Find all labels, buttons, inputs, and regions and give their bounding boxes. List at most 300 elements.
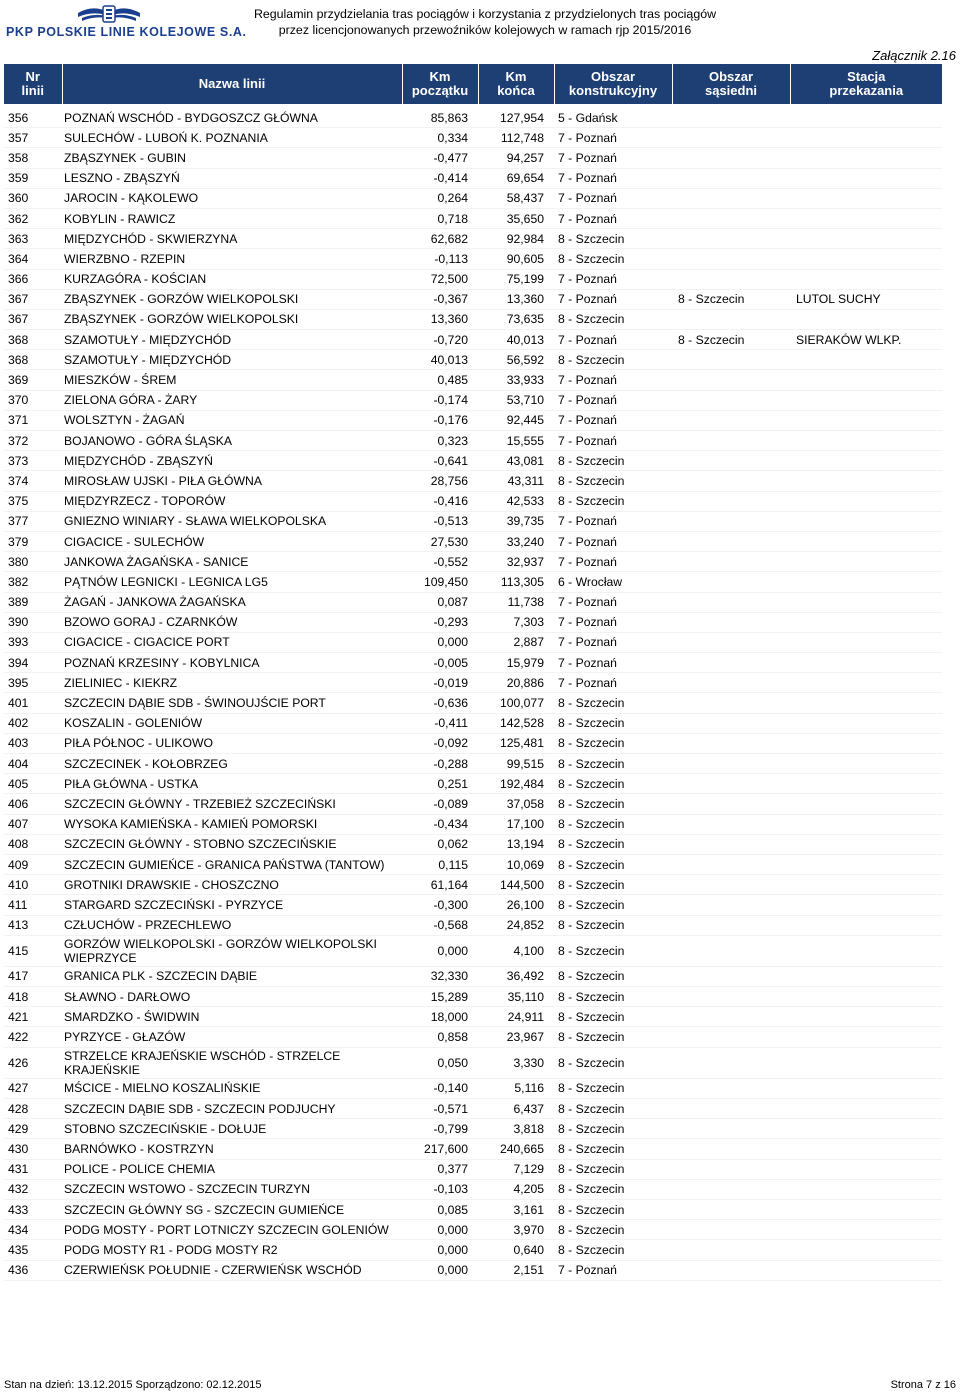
neighbor-area-cell xyxy=(672,1260,790,1280)
handover-station-cell: SIERAKÓW WLKP. xyxy=(790,330,942,350)
line-name-cell: POZNAŃ WSCHÓD - BYDGOSZCZ GŁÓWNA xyxy=(62,104,402,128)
km-end-cell: 5,116 xyxy=(478,1078,554,1098)
neighbor-area-cell xyxy=(672,531,790,551)
line-number-cell: 369 xyxy=(4,370,62,390)
neighbor-area-cell xyxy=(672,208,790,228)
km-end-cell: 4,100 xyxy=(478,935,554,966)
construction-area-cell: 8 - Szczecin xyxy=(554,693,672,713)
neighbor-area-cell xyxy=(672,673,790,693)
line-number-cell: 411 xyxy=(4,895,62,915)
table-row xyxy=(4,431,942,451)
line-name-cell: PODG MOSTY R1 - PODG MOSTY R2 xyxy=(62,1240,402,1260)
km-start-cell: -0,103 xyxy=(402,1179,478,1199)
table-row xyxy=(4,370,942,390)
construction-area-cell: 8 - Szczecin xyxy=(554,1240,672,1260)
neighbor-area-cell xyxy=(672,410,790,430)
line-number-cell: 362 xyxy=(4,208,62,228)
line-name-cell: ZIELINIEC - KIEKRZ xyxy=(62,673,402,693)
km-start-cell: 0,251 xyxy=(402,774,478,794)
line-name-cell: POZNAŃ KRZESINY - KOBYLNICA xyxy=(62,653,402,673)
km-end-cell: 6,437 xyxy=(478,1099,554,1119)
line-number-cell: 427 xyxy=(4,1078,62,1098)
neighbor-area-cell xyxy=(672,1139,790,1159)
construction-area-cell: 8 - Szczecin xyxy=(554,471,672,491)
line-name-cell: BARNÓWKO - KOSTRZYN xyxy=(62,1139,402,1159)
km-start-cell: -0,720 xyxy=(402,330,478,350)
km-start-cell: 27,530 xyxy=(402,531,478,551)
table-row xyxy=(4,1159,942,1179)
neighbor-area-cell xyxy=(672,104,790,128)
km-start-cell: -0,367 xyxy=(402,289,478,309)
table-row xyxy=(4,733,942,753)
construction-area-cell: 8 - Szczecin xyxy=(554,1078,672,1098)
line-number-cell: 436 xyxy=(4,1260,62,1280)
table-row xyxy=(4,269,942,289)
line-name-cell: GORZÓW WIELKOPOLSKI - GORZÓW WIELKOPOLSKI WIEPRZYCE xyxy=(62,935,402,966)
line-name-cell: KURZAGÓRA - KOŚCIAN xyxy=(62,269,402,289)
construction-area-cell: 6 - Wrocław xyxy=(554,572,672,592)
km-end-cell: 15,979 xyxy=(478,653,554,673)
line-name-cell: WIERZBNO - RZEPIN xyxy=(62,249,402,269)
km-end-cell: 92,984 xyxy=(478,229,554,249)
line-number-cell: 410 xyxy=(4,875,62,895)
km-start-cell: 0,000 xyxy=(402,632,478,652)
line-number-cell: 435 xyxy=(4,1240,62,1260)
document-title xyxy=(250,6,720,38)
table-row xyxy=(4,895,942,915)
table-row xyxy=(4,1240,942,1260)
table-row xyxy=(4,673,942,693)
header-line-1: Km xyxy=(505,69,527,84)
km-start-cell: 61,164 xyxy=(402,875,478,895)
table-row xyxy=(4,330,942,350)
footer-date: Stan na dzień: 13.12.2015 Sporządzono: 02.12.2015 xyxy=(4,1379,262,1391)
neighbor-area-cell xyxy=(672,1220,790,1240)
handover-station-cell xyxy=(790,309,942,329)
km-end-cell: 90,605 xyxy=(478,249,554,269)
handover-station-cell xyxy=(790,653,942,673)
km-end-cell: 53,710 xyxy=(478,390,554,410)
line-number-cell: 418 xyxy=(4,987,62,1007)
table-row xyxy=(4,834,942,854)
km-end-cell: 33,240 xyxy=(478,531,554,551)
line-name-cell: SULECHÓW - LUBOŃ K. POZNANIA xyxy=(62,128,402,148)
line-number-cell: 359 xyxy=(4,168,62,188)
table-row xyxy=(4,875,942,895)
handover-station-cell xyxy=(790,592,942,612)
neighbor-area-cell xyxy=(672,1099,790,1119)
page-header xyxy=(0,0,960,63)
construction-area-cell: 8 - Szczecin xyxy=(554,774,672,794)
line-name-cell: SZCZECIN GŁÓWNY SG - SZCZECIN GUMIEŃCE xyxy=(62,1199,402,1219)
line-number-cell: 417 xyxy=(4,966,62,986)
km-end-cell: 13,194 xyxy=(478,834,554,854)
handover-station-cell xyxy=(790,350,942,370)
handover-station-cell xyxy=(790,1179,942,1199)
km-end-cell: 3,161 xyxy=(478,1199,554,1219)
table-row xyxy=(4,1260,942,1280)
neighbor-area-cell xyxy=(672,875,790,895)
neighbor-area-cell xyxy=(672,1027,790,1047)
km-end-cell: 113,305 xyxy=(478,572,554,592)
handover-station-cell xyxy=(790,987,942,1007)
line-name-cell: PIŁA PÓŁNOC - ULIKOWO xyxy=(62,733,402,753)
line-name-cell: KOSZALIN - GOLENIÓW xyxy=(62,713,402,733)
construction-area-cell: 7 - Poznań xyxy=(554,653,672,673)
km-end-cell: 127,954 xyxy=(478,104,554,128)
line-name-cell: SZCZECIN DĄBIE SDB - SZCZECIN PODJUCHY xyxy=(62,1099,402,1119)
km-end-cell: 24,852 xyxy=(478,915,554,935)
col-nazwa-linii-header xyxy=(62,64,402,104)
line-name-cell: CIGACICE - SULECHÓW xyxy=(62,531,402,551)
handover-station-cell xyxy=(790,269,942,289)
line-name-cell: ŻAGAŃ - JANKOWA ŻAGAŃSKA xyxy=(62,592,402,612)
line-name-cell: ZIELONA GÓRA - ŻARY xyxy=(62,390,402,410)
construction-area-cell: 7 - Poznań xyxy=(554,370,672,390)
table-row xyxy=(4,148,942,168)
line-name-cell: MIĘDZYCHÓD - SKWIERZYNA xyxy=(62,229,402,249)
km-start-cell: -0,513 xyxy=(402,511,478,531)
km-start-cell: -0,636 xyxy=(402,693,478,713)
km-start-cell: 0,718 xyxy=(402,208,478,228)
construction-area-cell: 8 - Szczecin xyxy=(554,1007,672,1027)
line-name-cell: JANKOWA ŻAGAŃSKA - SANICE xyxy=(62,552,402,572)
line-name-cell: STRZELCE KRAJEŃSKIE WSCHÓD - STRZELCE KRAJEŃSKIE xyxy=(62,1047,402,1078)
km-end-cell: 10,069 xyxy=(478,854,554,874)
km-end-cell: 144,500 xyxy=(478,875,554,895)
neighbor-area-cell xyxy=(672,733,790,753)
km-start-cell: -0,019 xyxy=(402,673,478,693)
line-number-cell: 367 xyxy=(4,309,62,329)
line-name-cell: JAROCIN - KĄKOLEWO xyxy=(62,188,402,208)
construction-area-cell: 8 - Szczecin xyxy=(554,1099,672,1119)
table-row xyxy=(4,511,942,531)
table-row xyxy=(4,249,942,269)
col-km-konca-header xyxy=(478,64,554,104)
neighbor-area-cell xyxy=(672,229,790,249)
table-row xyxy=(4,1139,942,1159)
handover-station-cell xyxy=(790,733,942,753)
table-row xyxy=(4,1099,942,1119)
neighbor-area-cell xyxy=(672,653,790,673)
construction-area-cell: 8 - Szczecin xyxy=(554,875,672,895)
neighbor-area-cell xyxy=(672,754,790,774)
neighbor-area-cell: 8 - Szczecin xyxy=(672,289,790,309)
km-end-cell: 35,650 xyxy=(478,208,554,228)
neighbor-area-cell xyxy=(672,572,790,592)
handover-station-cell xyxy=(790,1260,942,1280)
handover-station-cell xyxy=(790,693,942,713)
construction-area-cell: 7 - Poznań xyxy=(554,269,672,289)
km-start-cell: 18,000 xyxy=(402,1007,478,1027)
construction-area-cell: 8 - Szczecin xyxy=(554,754,672,774)
km-start-cell: 72,500 xyxy=(402,269,478,289)
km-start-cell: -0,552 xyxy=(402,552,478,572)
construction-area-cell: 8 - Szczecin xyxy=(554,249,672,269)
table-row xyxy=(4,1199,942,1219)
pkp-logo xyxy=(4,3,247,43)
line-number-cell: 373 xyxy=(4,451,62,471)
table-row xyxy=(4,794,942,814)
construction-area-cell: 7 - Poznań xyxy=(554,289,672,309)
km-end-cell: 36,492 xyxy=(478,966,554,986)
line-number-cell: 389 xyxy=(4,592,62,612)
line-number-cell: 368 xyxy=(4,350,62,370)
km-end-cell: 26,100 xyxy=(478,895,554,915)
neighbor-area-cell xyxy=(672,431,790,451)
handover-station-cell xyxy=(790,531,942,551)
km-start-cell: 0,050 xyxy=(402,1047,478,1078)
table-row xyxy=(4,935,942,966)
construction-area-cell: 7 - Poznań xyxy=(554,208,672,228)
neighbor-area-cell xyxy=(672,370,790,390)
handover-station-cell xyxy=(790,128,942,148)
handover-station-cell xyxy=(790,552,942,572)
neighbor-area-cell xyxy=(672,390,790,410)
line-number-cell: 358 xyxy=(4,148,62,168)
line-name-cell: SZCZECIN WSTOWO - SZCZECIN TURZYN xyxy=(62,1179,402,1199)
km-start-cell: 85,863 xyxy=(402,104,478,128)
table-row xyxy=(4,552,942,572)
neighbor-area-cell xyxy=(672,451,790,471)
neighbor-area-cell xyxy=(672,1199,790,1219)
line-number-cell: 367 xyxy=(4,289,62,309)
table-row xyxy=(4,854,942,874)
col-nr-linii-header xyxy=(4,64,62,104)
km-end-cell: 37,058 xyxy=(478,794,554,814)
table-header-row xyxy=(4,64,942,104)
handover-station-cell xyxy=(790,854,942,874)
km-end-cell: 56,592 xyxy=(478,350,554,370)
construction-area-cell: 8 - Szczecin xyxy=(554,1047,672,1078)
construction-area-cell: 7 - Poznań xyxy=(554,390,672,410)
line-name-cell: SŁAWNO - DARŁOWO xyxy=(62,987,402,1007)
handover-station-cell xyxy=(790,1119,942,1139)
line-name-cell: SZCZECIN GUMIEŃCE - GRANICA PAŃSTWA (TANTOW) xyxy=(62,854,402,874)
km-start-cell: -0,140 xyxy=(402,1078,478,1098)
handover-station-cell xyxy=(790,188,942,208)
neighbor-area-cell xyxy=(672,148,790,168)
km-start-cell: 0,334 xyxy=(402,128,478,148)
header-line-1: Nazwa linii xyxy=(198,76,266,91)
line-name-cell: CZERWIEŃSK POŁUDNIE - CZERWIEŃSK WSCHÓD xyxy=(62,1260,402,1280)
table-row xyxy=(4,1027,942,1047)
km-start-cell: 109,450 xyxy=(402,572,478,592)
lines-table xyxy=(4,64,942,1281)
header-line-1: Km xyxy=(429,69,451,84)
neighbor-area-cell: 8 - Szczecin xyxy=(672,330,790,350)
km-start-cell: -0,288 xyxy=(402,754,478,774)
handover-station-cell xyxy=(790,1139,942,1159)
neighbor-area-cell xyxy=(672,1179,790,1199)
line-name-cell: MIROSŁAW UJSKI - PIŁA GŁÓWNA xyxy=(62,471,402,491)
construction-area-cell: 7 - Poznań xyxy=(554,148,672,168)
neighbor-area-cell xyxy=(672,269,790,289)
neighbor-area-cell xyxy=(672,1240,790,1260)
neighbor-area-cell xyxy=(672,713,790,733)
construction-area-cell: 8 - Szczecin xyxy=(554,350,672,370)
handover-station-cell xyxy=(790,774,942,794)
header-line-1: Stacja xyxy=(847,69,886,84)
km-end-cell: 69,654 xyxy=(478,168,554,188)
construction-area-cell: 7 - Poznań xyxy=(554,410,672,430)
pkp-winged-emblem-icon xyxy=(76,3,142,25)
handover-station-cell xyxy=(790,370,942,390)
neighbor-area-cell xyxy=(672,774,790,794)
header-line-2: początku xyxy=(411,83,469,98)
line-number-cell: 364 xyxy=(4,249,62,269)
table-row xyxy=(4,229,942,249)
km-end-cell: 35,110 xyxy=(478,987,554,1007)
handover-station-cell xyxy=(790,104,942,128)
km-end-cell: 75,199 xyxy=(478,269,554,289)
construction-area-cell: 8 - Szczecin xyxy=(554,491,672,511)
handover-station-cell xyxy=(790,410,942,430)
line-number-cell: 431 xyxy=(4,1159,62,1179)
table-row xyxy=(4,572,942,592)
handover-station-cell xyxy=(790,1240,942,1260)
line-name-cell: KOBYLIN - RAWICZ xyxy=(62,208,402,228)
km-start-cell: -0,416 xyxy=(402,491,478,511)
neighbor-area-cell xyxy=(672,1078,790,1098)
line-name-cell: GNIEZNO WINIARY - SŁAWA WIELKOPOLSKA xyxy=(62,511,402,531)
km-end-cell: 3,330 xyxy=(478,1047,554,1078)
line-name-cell: WOLSZTYN - ŻAGAŃ xyxy=(62,410,402,430)
header-line-2: linii xyxy=(21,83,44,98)
line-number-cell: 390 xyxy=(4,612,62,632)
handover-station-cell xyxy=(790,1027,942,1047)
km-end-cell: 94,257 xyxy=(478,148,554,168)
construction-area-cell: 7 - Poznań xyxy=(554,431,672,451)
header-line-1: Obszar xyxy=(590,69,636,84)
line-number-cell: 413 xyxy=(4,915,62,935)
construction-area-cell: 7 - Poznań xyxy=(554,168,672,188)
km-end-cell: 15,555 xyxy=(478,431,554,451)
km-end-cell: 43,311 xyxy=(478,471,554,491)
km-start-cell: -0,411 xyxy=(402,713,478,733)
neighbor-area-cell xyxy=(672,612,790,632)
line-name-cell: STARGARD SZCZECIŃSKI - PYRZYCE xyxy=(62,895,402,915)
handover-station-cell xyxy=(790,249,942,269)
construction-area-cell: 7 - Poznań xyxy=(554,511,672,531)
line-number-cell: 357 xyxy=(4,128,62,148)
handover-station-cell xyxy=(790,1078,942,1098)
line-name-cell: MIESZKÓW - ŚREM xyxy=(62,370,402,390)
line-number-cell: 356 xyxy=(4,104,62,128)
table-row xyxy=(4,410,942,430)
km-end-cell: 11,738 xyxy=(478,592,554,612)
line-name-cell: SMARDZKO - ŚWIDWIN xyxy=(62,1007,402,1027)
line-number-cell: 422 xyxy=(4,1027,62,1047)
table-row xyxy=(4,592,942,612)
logo-text: PKP POLSKIE LINIE KOLEJOWE S.A. xyxy=(6,25,247,39)
neighbor-area-cell xyxy=(672,188,790,208)
table-row xyxy=(4,390,942,410)
km-start-cell: -0,005 xyxy=(402,653,478,673)
line-name-cell: STOBNO SZCZECIŃSKIE - DOŁUJE xyxy=(62,1119,402,1139)
handover-station-cell xyxy=(790,208,942,228)
neighbor-area-cell xyxy=(672,1047,790,1078)
construction-area-cell: 8 - Szczecin xyxy=(554,309,672,329)
km-end-cell: 17,100 xyxy=(478,814,554,834)
neighbor-area-cell xyxy=(672,834,790,854)
construction-area-cell: 8 - Szczecin xyxy=(554,1199,672,1219)
neighbor-area-cell xyxy=(672,592,790,612)
header-line-2: sąsiedni xyxy=(704,83,758,98)
table-row xyxy=(4,289,942,309)
annex-label: Załącznik 2.16 xyxy=(872,48,956,63)
construction-area-cell: 8 - Szczecin xyxy=(554,1027,672,1047)
km-start-cell: 0,858 xyxy=(402,1027,478,1047)
km-start-cell: -0,092 xyxy=(402,733,478,753)
neighbor-area-cell xyxy=(672,552,790,572)
km-end-cell: 13,360 xyxy=(478,289,554,309)
km-start-cell: 0,000 xyxy=(402,1260,478,1280)
km-start-cell: 0,264 xyxy=(402,188,478,208)
line-name-cell: SZCZECIN GŁÓWNY - STOBNO SZCZECIŃSKIE xyxy=(62,834,402,854)
km-start-cell: 0,062 xyxy=(402,834,478,854)
title-line-1: Regulamin przydzielania tras pociągów i korzystania z przydzielonych tras pociągów xyxy=(253,7,717,21)
line-number-cell: 375 xyxy=(4,491,62,511)
handover-station-cell xyxy=(790,471,942,491)
construction-area-cell: 8 - Szczecin xyxy=(554,1159,672,1179)
line-name-cell: ZBĄSZYNEK - GUBIN xyxy=(62,148,402,168)
km-start-cell: 0,000 xyxy=(402,1240,478,1260)
line-number-cell: 374 xyxy=(4,471,62,491)
line-number-cell: 382 xyxy=(4,572,62,592)
km-start-cell: 0,115 xyxy=(402,854,478,874)
handover-station-cell xyxy=(790,834,942,854)
table-row xyxy=(4,754,942,774)
km-end-cell: 20,886 xyxy=(478,673,554,693)
line-number-cell: 379 xyxy=(4,531,62,551)
table-row xyxy=(4,350,942,370)
neighbor-area-cell xyxy=(672,854,790,874)
line-name-cell: BOJANOWO - GÓRA ŚLĄSKA xyxy=(62,431,402,451)
line-name-cell: MIĘDZYRZECZ - TOPORÓW xyxy=(62,491,402,511)
line-name-cell: MŚCICE - MIELNO KOSZALIŃSKIE xyxy=(62,1078,402,1098)
line-number-cell: 394 xyxy=(4,653,62,673)
line-number-cell: 426 xyxy=(4,1047,62,1078)
km-start-cell: 0,000 xyxy=(402,935,478,966)
handover-station-cell xyxy=(790,814,942,834)
col-obszar-sasiedni-header xyxy=(672,64,790,104)
table-body xyxy=(4,104,942,1280)
km-start-cell: -0,113 xyxy=(402,249,478,269)
km-start-cell: -0,477 xyxy=(402,148,478,168)
km-start-cell: 13,360 xyxy=(402,309,478,329)
title-line-2: przez licencjonowanych przewoźników kolejowych w ramach rjp 2015/2016 xyxy=(278,23,692,37)
table-row xyxy=(4,612,942,632)
line-number-cell: 368 xyxy=(4,330,62,350)
km-start-cell: -0,174 xyxy=(402,390,478,410)
km-end-cell: 7,129 xyxy=(478,1159,554,1179)
line-number-cell: 403 xyxy=(4,733,62,753)
neighbor-area-cell xyxy=(672,1159,790,1179)
table-row xyxy=(4,1179,942,1199)
km-end-cell: 73,635 xyxy=(478,309,554,329)
km-end-cell: 240,665 xyxy=(478,1139,554,1159)
km-start-cell: -0,571 xyxy=(402,1099,478,1119)
line-number-cell: 429 xyxy=(4,1119,62,1139)
line-name-cell: SZCZECIN GŁÓWNY - TRZEBIEŻ SZCZECIŃSKI xyxy=(62,794,402,814)
table-row xyxy=(4,693,942,713)
line-name-cell: ZBĄSZYNEK - GORZÓW WIELKOPOLSKI xyxy=(62,289,402,309)
handover-station-cell xyxy=(790,451,942,471)
km-end-cell: 7,303 xyxy=(478,612,554,632)
km-start-cell: 0,485 xyxy=(402,370,478,390)
construction-area-cell: 7 - Poznań xyxy=(554,330,672,350)
